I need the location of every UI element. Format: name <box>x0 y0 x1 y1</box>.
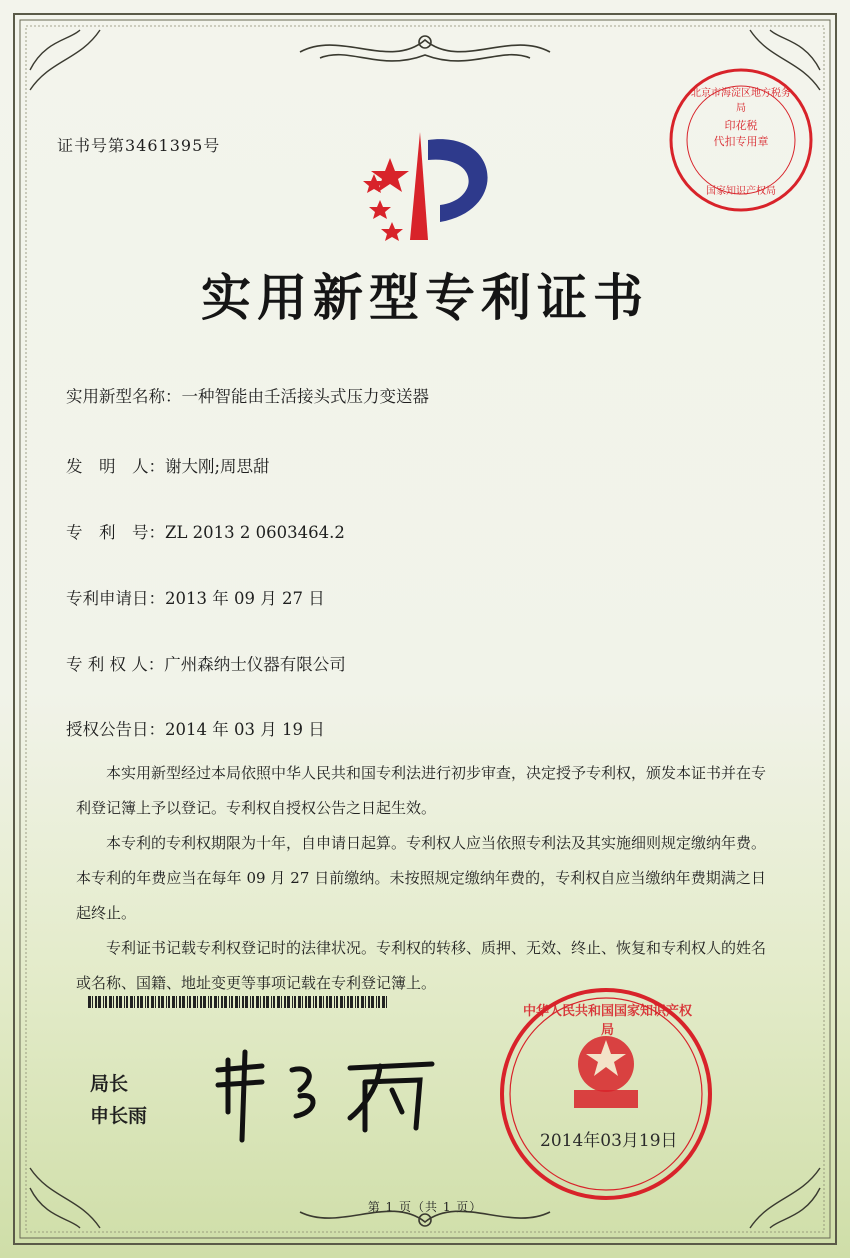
field-value: 谢大刚;周思甜 <box>165 457 270 476</box>
page-footer: 第 1 页（共 1 页） <box>367 1200 483 1214</box>
tax-stamp-text: 印花税 代扣专用章 <box>713 119 769 148</box>
director-block <box>90 1068 147 1132</box>
body-paragraph: 本专利的专利权期限为十年，自申请日起算。专利权人应当依照专利法及其实施细则规定缴纳年费。本专利的年费应当在每年 09 月 27 日前缴纳。未按照规定缴纳年费的，专利权自应当缴纳年费期满之日起终止。 <box>76 834 767 922</box>
field-label: 发 明 人： <box>66 457 165 476</box>
field-value: 2014 年 03 月 19 日 <box>165 720 325 739</box>
certificate-number: 证书号第3461395号 <box>57 136 221 155</box>
field-value: 广州森纳士仪器有限公司 <box>164 655 346 674</box>
certificate-title: 实用新型专利证书 <box>201 269 649 327</box>
seal-outer-text: 中华人民共和国国家知识产权局 <box>522 1004 692 1038</box>
cnipa-logo <box>363 132 488 241</box>
field-inventor <box>66 453 270 477</box>
field-label: 专 利 号： <box>66 523 165 542</box>
director-title: 局长 <box>90 1073 129 1095</box>
field-label: 实用新型名称： <box>66 387 182 406</box>
body-paragraph: 本实用新型经过本局依照中华人民共和国专利法进行初步审查，决定授予专利权，颁发本证书并在专利登记簿上予以登记。专利权自授权公告之日起生效。 <box>76 764 767 817</box>
field-patent-number <box>66 519 345 543</box>
director-signature <box>218 1052 432 1140</box>
field-value: 一种智能由壬活接头式压力变送器 <box>181 387 429 406</box>
field-label: 专 利 权 人： <box>66 655 165 674</box>
tax-stamp-outer-text: 北京市海淀区地方税务局 <box>691 88 791 114</box>
field-patentee <box>66 651 346 675</box>
seal-date: 2014年03月19日 <box>540 1131 678 1151</box>
tax-stamp-bottom-text: 国家知识产权局 <box>706 186 776 197</box>
field-application-date <box>66 585 325 609</box>
field-utility-model-name <box>66 383 429 407</box>
field-label: 专利申请日： <box>66 589 165 608</box>
field-label: 授权公告日： <box>66 720 165 739</box>
field-value: ZL 2013 2 0603464.2 <box>165 523 345 542</box>
body-paragraph: 专利证书记载专利权登记时的法律状况。专利权的转移、质押、无效、终止、恢复和专利权人的姓名或名称、国籍、地址变更等事项记载在专利登记簿上。 <box>76 939 767 992</box>
certificate-body <box>76 756 766 1001</box>
field-value: 2013 年 09 月 27 日 <box>165 589 325 608</box>
field-grant-date <box>66 716 325 740</box>
director-name: 申长雨 <box>90 1105 148 1127</box>
top-ornament <box>300 36 550 61</box>
